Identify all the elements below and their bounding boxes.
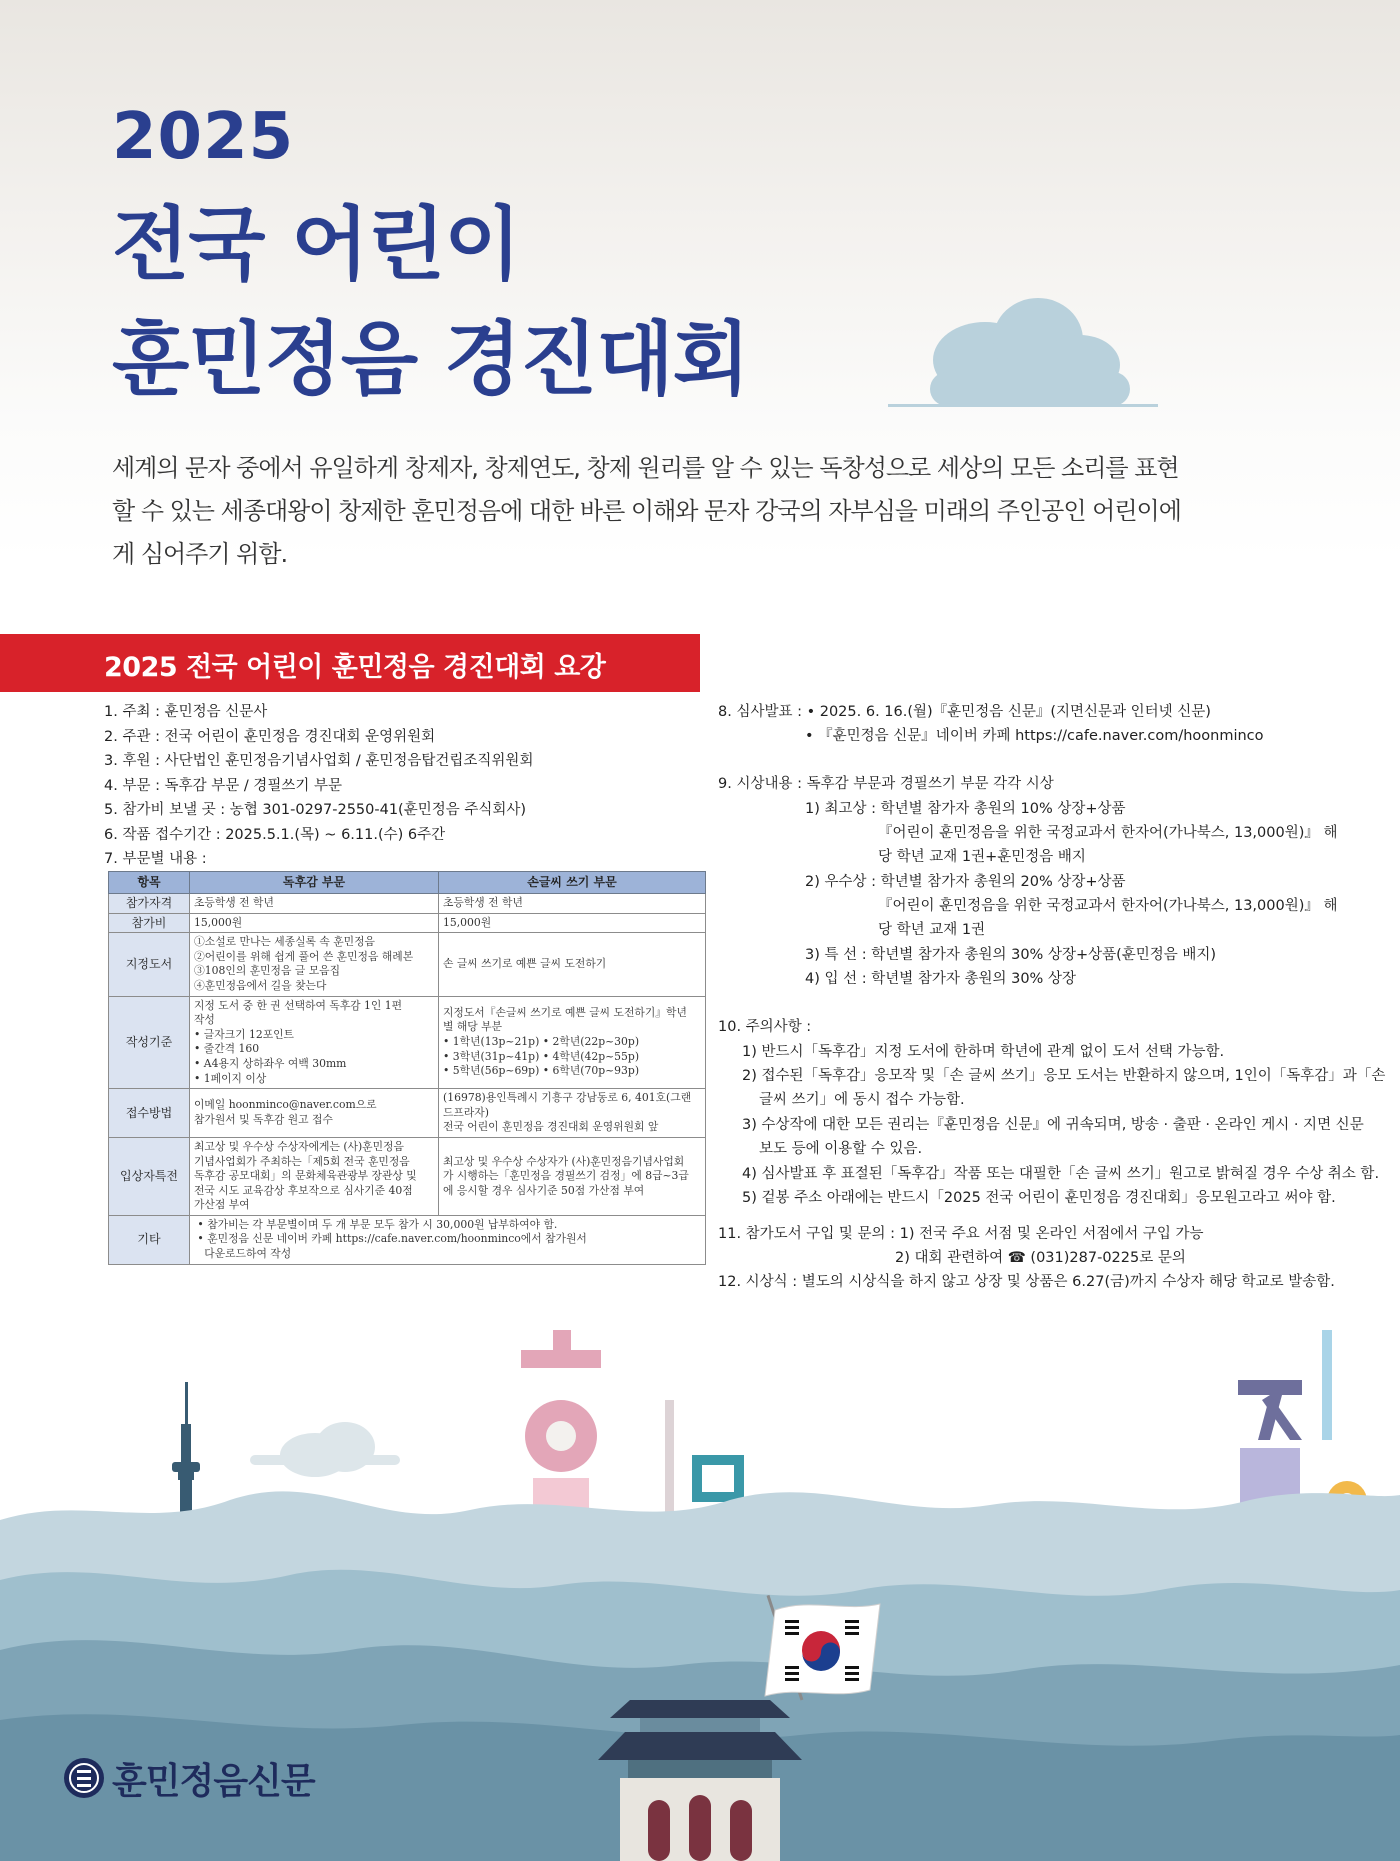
korean-flag (765, 1595, 880, 1701)
table-header-row (109, 872, 706, 894)
cell-essay (190, 1137, 439, 1215)
item-contact: 2) 대회 관련하여 ☎ (031)287-0225로 문의 (895, 1250, 1186, 1266)
item-host: 1. 주최 : 훈민정음 신문사 (104, 704, 268, 720)
col-header: 손글씨 쓰기 부문 (439, 872, 706, 894)
cell-line: 초등학생 전 학년 (443, 896, 523, 909)
cell-line: 지정도서『손글씨 쓰기로 예쁜 글씨 도전하기』학년 (443, 1005, 687, 1019)
cell-line: • 줄간격 160 (194, 1042, 260, 1056)
cell-line: • 5학년(56p~69p) • 6학년(70p~93p) (443, 1064, 640, 1078)
cell-handwriting (439, 1089, 706, 1138)
row-label: 기타 (109, 1215, 190, 1264)
note-2-cont: 글씨 쓰기」에 동시 접수 가능함. (759, 1092, 965, 1108)
cell-line: • 훈민정음 신문 네이버 카페 https://cafe.naver.com/hoonminco에서 참가원서 (194, 1232, 587, 1246)
cell-line: 참가원서 및 독후감 원고 접수 (194, 1113, 333, 1127)
item-announcement-cafe: • 『훈민정음 신문』네이버 카페 https://cafe.naver.com/hoonminco (805, 728, 1264, 744)
table-row (109, 933, 706, 996)
intro-line: 세계의 문자 중에서 유일하게 창제자, 창제연도, 창제 원리를 알 수 있는 독창성으로 세상의 모든 소리를 표현 (112, 454, 1179, 482)
row-label: 접수방법 (109, 1089, 190, 1138)
cell-line: 15,000원 (443, 915, 492, 929)
guidelines-left (104, 700, 714, 872)
row-label: 참가비 (109, 913, 190, 933)
intro-line: 할 수 있는 세종대왕이 창제한 훈민정음에 대한 바른 이해와 문자 강국의 자부심을 미래의 주인공인 어린이에 (112, 497, 1181, 525)
cell-line: ④훈민정음에서 길을 찾는다 (194, 978, 327, 992)
row-label: 참가자격 (109, 894, 190, 914)
item-purchase: 11. 참가도서 구입 및 문의 : 1) 전국 주요 서점 및 온라인 서점에서 구입 가능 (718, 1226, 1204, 1242)
cell-line: 지정 도서 중 한 권 선택하여 독후감 1인 1편 (194, 998, 403, 1012)
intro-line: 게 심어주기 위함. (112, 540, 288, 568)
table-row (109, 996, 706, 1089)
award-honorable: 4) 입 선 : 학년별 참가자 총원의 30% 상장 (805, 971, 1076, 987)
cell-handwriting (439, 894, 706, 914)
cell-line: • A4용지 상하좌우 여백 30mm (194, 1056, 347, 1070)
cell-handwriting (439, 933, 706, 996)
item-category: 4. 부문 : 독후감 부문 / 경필쓰기 부문 (104, 777, 342, 794)
cell-handwriting (439, 913, 706, 933)
cell-line: • 3학년(31p~41p) • 4학년(42p~55p) (443, 1049, 640, 1063)
note-3: 3) 수상작에 대한 모든 권리는『훈민정음 신문』에 귀속되며, 방송 · 출판 · 온라인 게시 · 지면 신문 (742, 1117, 1364, 1133)
cell-line: ②어린이를 위해 쉽게 풀어 쓴 훈민정음 해례본 (194, 949, 414, 963)
cell-essay (190, 913, 439, 933)
item-fee-account: 5. 참가비 보낼 곳 : 농협 301-0297-2550-41(훈민정음 주식회사) (104, 802, 527, 818)
cell-line: 드프라자) (443, 1105, 489, 1119)
cell-line: • 참가비는 각 부문별이며 두 개 부문 모두 참가 시 30,000원 납부하여야 함. (194, 1217, 558, 1231)
cell-line: 전국 어린이 훈민정음 경진대회 운영위원회 앞 (443, 1120, 659, 1134)
cell-line: 손 글씨 쓰기로 예쁜 글씨 도전하기 (443, 957, 607, 971)
section-title: 2025 전국 어린이 훈민정음 경진대회 요강 (104, 652, 606, 683)
cell-essay (190, 996, 439, 1089)
note-2: 2) 접수된「독후감」응모작 및「손 글씨 쓰기」응모 도서는 반환하지 않으며, 1인이「독후감」과「손 (742, 1068, 1386, 1084)
award-excellence-detail: 『어린이 훈민정음을 위한 국정교과서 한자어(가나북스, 13,000원)』 해 (878, 898, 1338, 914)
title-line-2: 훈민정음 경진대회 (112, 313, 750, 406)
item-announcement: 8. 심사발표 : • 2025. 6. 16.(월)『훈민정음 신문』(지면신문과 인터넷 신문) (718, 704, 1211, 720)
table-row (109, 913, 706, 933)
cell-etc (190, 1215, 706, 1264)
row-label: 작성기준 (109, 996, 190, 1089)
award-special: 3) 특 선 : 학년별 참가자 총원의 30% 상장+상품(훈민정음 배지) (805, 947, 1217, 963)
cell-line: 초등학생 전 학년 (194, 896, 274, 909)
award-excellence-detail: 당 학년 교재 1권 (878, 922, 986, 938)
cell-line: 가산점 부여 (194, 1198, 250, 1212)
cell-line: 기념사업회가 주최하는「제5회 전국 훈민정음 (194, 1154, 410, 1168)
item-awards: 9. 시상내용 : 독후감 부문과 경필쓰기 부문 각각 시상 (718, 776, 1054, 792)
award-grand-detail: 당 학년 교재 1권+훈민정음 배지 (878, 849, 1086, 865)
note-3-cont: 보도 등에 이용할 수 있음. (759, 1141, 923, 1157)
event-year: 2025 (112, 100, 295, 174)
category-table (108, 871, 706, 1265)
row-label: 입상자특전 (109, 1137, 190, 1215)
note-1: 1) 반드시「독후감」지정 도서에 한하며 학년에 관계 없이 도서 선택 가능함. (742, 1044, 1225, 1060)
item-ceremony: 12. 시상식 : 별도의 시상식을 하지 않고 상장 및 상품은 6.27(금)까지 수상자 해당 학교로 발송함. (718, 1274, 1335, 1290)
col-header: 항목 (109, 872, 190, 894)
award-excellence: 2) 우수상 : 학년별 참가자 총원의 20% 상장+상품 (805, 874, 1126, 890)
item-organizer: 2. 주관 : 전국 어린이 훈민정음 경진대회 운영위원회 (104, 728, 436, 745)
logo-emblem (64, 1758, 104, 1798)
table-row (109, 894, 706, 914)
cell-line: • 1학년(13p~21p) • 2학년(22p~30p) (443, 1035, 640, 1049)
award-grand-detail: 『어린이 훈민정음을 위한 국정교과서 한자어(가나북스, 13,000원)』 해 (878, 825, 1338, 841)
item-period: 6. 작품 접수기간 : 2025.5.1.(목) ~ 6.11.(수) 6주간 (104, 826, 446, 843)
cell-line: 15,000원 (194, 915, 243, 929)
cell-essay (190, 894, 439, 914)
cell-line: 별 해당 부분 (443, 1020, 503, 1034)
col-header: 독후감 부문 (190, 872, 439, 894)
item-sponsor: 3. 후원 : 사단법인 훈민정음기념사업회 / 훈민정음탑건립조직위원회 (104, 753, 534, 769)
cell-line: 최고상 및 우수상 수상자에게는 (사)훈민정음 (194, 1139, 404, 1153)
guidelines-right (718, 700, 1386, 1220)
note-4: 4) 심사발표 후 표절된「독후감」작품 또는 대필한「손 글씨 쓰기」원고로 밝혀질 경우 수상 취소 함. (742, 1166, 1380, 1182)
title-line-1: 전국 어린이 (112, 198, 521, 291)
cell-line: 가 시행하는「훈민정음 경필쓰기 검정」에 8급~3급 (443, 1169, 689, 1183)
cell-line: 에 응시할 경우 심사기준 50점 가산점 부여 (443, 1183, 645, 1197)
cell-handwriting (439, 1137, 706, 1215)
row-label: 지정도서 (109, 933, 190, 996)
cloud-top (930, 298, 1130, 406)
cell-line: ③108인의 훈민정음 글 모음집 (194, 964, 340, 978)
table-row (109, 1089, 706, 1138)
item-notes: 10. 주의사항 : (718, 1019, 812, 1035)
cell-line: • 1페이지 이상 (194, 1071, 267, 1085)
cell-line: ①소설로 만나는 세종실록 속 훈민정음 (194, 935, 375, 949)
note-5: 5) 겉봉 주소 아래에는 반드시「2025 전국 어린이 훈민정음 경진대회」응모원고라고 써야 함. (742, 1190, 1336, 1206)
table-row (109, 1215, 706, 1264)
cell-line: (16978)용인특례시 기흥구 강남동로 6, 401호(그랜 (443, 1091, 692, 1105)
cell-line: • 글자크기 12포인트 (194, 1027, 294, 1041)
guidelines-right-bottom (718, 1222, 1335, 1302)
cell-essay (190, 1089, 439, 1138)
cell-essay (190, 933, 439, 996)
cell-line: 이메일 hoonminco@naver.com으로 (194, 1098, 377, 1112)
item-details: 7. 부문별 내용 : (104, 851, 207, 867)
cell-line: 다운로드하여 작성 (194, 1247, 292, 1261)
cell-line: 전국 시도 교육감상 후보작으로 심사기준 40점 (194, 1183, 413, 1197)
newspaper-logo: 훈민정음신문 (112, 1761, 315, 1802)
cell-line: 작성 (194, 1013, 215, 1027)
table-row (109, 1137, 706, 1215)
intro-paragraph (112, 447, 1222, 576)
cell-line: 독후감 공모대회」의 문화체육관광부 장관상 및 (194, 1169, 417, 1183)
cell-line: 최고상 및 우수상 수상자가 (사)훈민정음기념사업회 (443, 1154, 685, 1168)
cell-handwriting (439, 996, 706, 1089)
award-grand: 1) 최고상 : 학년별 참가자 총원의 10% 상장+상품 (805, 801, 1126, 817)
